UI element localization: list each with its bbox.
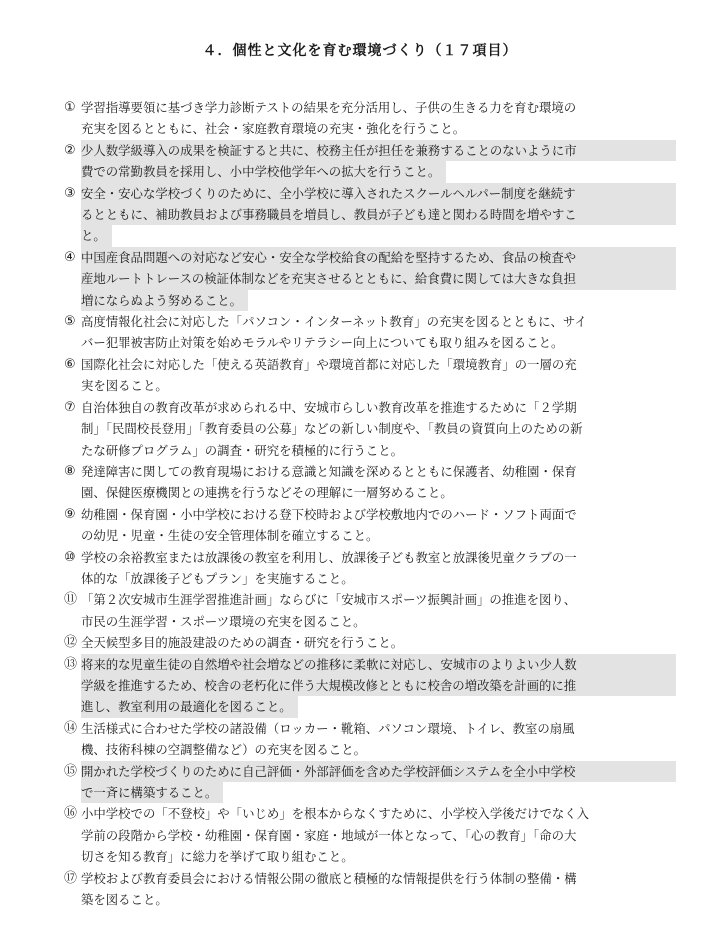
list-item xyxy=(64,97,676,140)
item-text-content: 体的な「放課後子どもプラン」を実施すること。 xyxy=(81,570,354,586)
item-text-line xyxy=(81,739,676,760)
item-text xyxy=(81,589,676,632)
item-text-line xyxy=(81,889,676,910)
item-text-content: 学校および教育委員会における情報公開の徹底と積極的な情報提供を行う体制の整備・構 xyxy=(81,870,577,886)
item-number: ④ xyxy=(64,249,76,265)
item-text-content: 制」「民間校長登用」「教育委員の公募」などの新しい制度や、「教員の資質向上のための新 xyxy=(81,421,583,437)
item-text xyxy=(81,397,676,461)
item-text-line xyxy=(81,268,676,289)
item-text-line xyxy=(81,204,676,225)
item-text-line xyxy=(81,311,676,332)
item-number: ⑯ xyxy=(64,806,78,822)
item-text-content: 安全・安心な学校づくりのために、全小学校に導入されたスクールヘルパー制度を継続す xyxy=(81,185,576,201)
item-text-content: 充実を図るとともに、社会・家庭教育環境の充実・強化を行うこと。 xyxy=(81,121,466,137)
item-text-content: 産地ルートトレースの検証体制などを充実させるとともに、給食費に関しては大きな負担 xyxy=(81,271,577,287)
item-text-line xyxy=(81,696,676,717)
item-text-line xyxy=(81,440,676,461)
item-text-line xyxy=(81,118,676,139)
item-text xyxy=(81,140,676,183)
item-text xyxy=(81,718,676,761)
item-text-line xyxy=(81,290,676,311)
item-text-line xyxy=(81,547,676,568)
item-text xyxy=(81,547,676,590)
item-text-content: たな研修プログラム」の調査・研究を積極的に行うこと。 xyxy=(81,442,404,458)
item-number: ⑭ xyxy=(64,720,78,736)
item-number: ⑬ xyxy=(64,656,78,672)
item-list xyxy=(64,97,676,910)
item-number: ⑦ xyxy=(64,399,76,415)
item-text-content: 学校の余裕教室または放課後の教室を利用し、放課後子ども教室と放課後児童クラブの一 xyxy=(81,549,577,565)
item-text-content: 国際化社会に対応した「使える英語教育」や環境首都に対応した「環境教育」の一層の充 xyxy=(81,356,577,372)
item-number: ⑮ xyxy=(64,763,78,779)
item-text-content: 「第２次安城市生涯学習推進計画」ならびに「安城市スポーツ振興計画」の推進を図り、 xyxy=(81,592,577,608)
item-text-line xyxy=(81,868,676,889)
list-item xyxy=(64,311,676,354)
item-text-content: 実を図ること。 xyxy=(81,378,168,394)
item-text-line xyxy=(81,161,676,182)
list-item xyxy=(64,803,676,867)
item-text-line xyxy=(81,140,676,161)
item-text-content: 増にならぬよう努めること。 xyxy=(81,290,248,311)
item-text-line xyxy=(81,461,676,482)
item-number: ② xyxy=(64,142,76,158)
item-number: ① xyxy=(64,100,76,115)
item-number: ⑩ xyxy=(64,549,76,565)
item-text-line xyxy=(81,654,676,675)
item-text-content: 切さを知る教育」に総力を挙げて取り組むこと。 xyxy=(81,849,354,865)
item-number: ③ xyxy=(64,185,76,201)
item-text xyxy=(81,632,676,653)
item-text-line xyxy=(81,611,676,632)
list-item xyxy=(64,247,676,311)
item-text xyxy=(81,311,676,354)
item-text-line xyxy=(81,632,676,653)
list-item xyxy=(64,868,676,911)
item-text xyxy=(81,461,676,504)
item-text-line xyxy=(81,504,676,525)
item-text-line xyxy=(81,782,676,803)
item-text xyxy=(81,803,676,867)
item-text-content: 全天候型多目的施設建設のための調査・研究を行うこと。 xyxy=(81,635,404,651)
item-text xyxy=(81,868,676,911)
item-text-content: 幼稚園・保育園・小中学校における登下校時および学校敷地内でのハード・ソフト両面で xyxy=(81,506,577,522)
item-text-line xyxy=(81,803,676,824)
list-item xyxy=(64,397,676,461)
item-text-line xyxy=(81,589,676,610)
item-number: ⑪ xyxy=(64,592,78,608)
item-text-line xyxy=(81,761,676,782)
list-item xyxy=(64,632,676,653)
item-text xyxy=(81,504,676,547)
item-text xyxy=(81,97,676,140)
item-text xyxy=(81,761,676,804)
item-text-line xyxy=(81,846,676,867)
item-text-line xyxy=(81,825,676,846)
item-text-content: 将来的な児童生徒の自然増や社会増などの推移に柔軟に対応し、安城市のよりよい少人数 xyxy=(81,656,577,672)
item-text-content: 少人数学級導入の成果を検証すると共に、校務主任が担任を兼務することのないように市 xyxy=(81,142,577,158)
item-text-content: 費での常勤教員を採用し、小中学校他学年への拡大を行うこと。 xyxy=(81,161,446,182)
item-text-line xyxy=(81,568,676,589)
list-item xyxy=(64,183,676,247)
item-text-content: 機、技術科棟の空調整備など）の充実を図ること。 xyxy=(81,742,366,758)
item-text-line xyxy=(81,354,676,375)
list-item xyxy=(64,761,676,804)
item-text-content: 築を図ること。 xyxy=(81,892,168,908)
item-text-content: 学級を推進するため、校舎の老朽化に伴う大規模改修とともに校舎の増改築を計画的に推 xyxy=(81,677,577,693)
item-text-content: 生活様式に合わせた学校の諸設備（ロッカー・靴箱、パソコン環境、トイレ、教室の扇風 xyxy=(81,720,575,736)
item-number: ⑥ xyxy=(64,356,76,372)
item-text-content: で一斉に構築すること。 xyxy=(81,782,223,803)
item-number: ⑫ xyxy=(64,635,78,651)
item-text-line xyxy=(81,418,676,439)
list-item xyxy=(64,461,676,504)
item-text-line xyxy=(81,718,676,739)
item-text-content: 自治体独自の教育改革が求められる中、安城市らしい教育改革を推進するために「２学期 xyxy=(81,399,577,415)
item-text-line xyxy=(81,225,676,246)
list-item xyxy=(64,654,676,718)
item-text-line xyxy=(81,332,676,353)
item-text-content: と。 xyxy=(81,225,112,246)
item-number: ⑰ xyxy=(64,870,78,886)
list-item xyxy=(64,589,676,632)
item-text xyxy=(81,654,676,718)
item-text-line xyxy=(81,482,676,503)
item-text-line xyxy=(81,397,676,418)
item-text-content: の幼児・児童・生徒の安全管理体制を確立すること。 xyxy=(81,528,379,544)
item-text-content: 市民の生涯学習・スポーツ環境の充実を図ること。 xyxy=(81,613,366,629)
item-text-line xyxy=(81,675,676,696)
item-text xyxy=(81,183,676,247)
item-text-line xyxy=(81,247,676,268)
item-text-content: 学習指導要領に基づき学力診断テストの結果を充分活用し、子供の生きる力を育む環境の xyxy=(81,100,577,115)
item-text-content: 高度情報化社会に対応した「パソコン・インターネット教育」の充実を図るとともに、サイ xyxy=(81,314,587,330)
item-number: ⑨ xyxy=(64,506,76,522)
item-text xyxy=(81,247,676,311)
item-text-line xyxy=(81,375,676,396)
item-text-content: バー犯罪被害防止対策を始めモラルやリテラシー向上についても取り組みを図ること。 xyxy=(81,335,564,351)
item-text-line xyxy=(81,97,676,118)
item-text-content: 進し、教室利用の最適化を図ること。 xyxy=(81,696,298,717)
list-item xyxy=(64,504,676,547)
item-text-line xyxy=(81,525,676,546)
item-text xyxy=(81,354,676,397)
item-text-content: 開かれた学校づくりのために自己評価・外部評価を含めた学校評価システムを全小中学校 xyxy=(81,763,576,779)
item-text-content: 小中学校での「不登校」や「いじめ」を根本からなくすために、小学校入学後だけでなく入 xyxy=(81,806,590,822)
item-number: ⑧ xyxy=(64,463,76,479)
item-text-content: 中国産食品問題への対応など安心・安全な学校給食の配給を堅持するため、食品の検査や xyxy=(81,249,577,265)
item-text-content: 園、保健医療機関との連携を行うなどその理解に一層努めること。 xyxy=(81,485,453,501)
item-text-content: るとともに、補助教員および事務職員を増員し、教員が子ども達と関わる時間を増やすこ xyxy=(81,207,577,223)
list-item xyxy=(64,140,676,183)
list-item xyxy=(64,354,676,397)
list-item xyxy=(64,718,676,761)
item-number: ⑤ xyxy=(64,314,76,330)
item-text-content: 発達障害に関しての教育現場における意識と知識を深めるとともに保護者、幼稚園・保育 xyxy=(81,463,577,479)
item-text-content: 学前の段階から学校・幼稚園・保育園・家庭・地域が一体となって、「心の教育」「命の大 xyxy=(81,827,577,843)
list-item xyxy=(64,547,676,590)
item-text-line xyxy=(81,183,676,204)
page-title: ４．個性と文化を育む環境づくり（１７項目） xyxy=(202,43,518,59)
